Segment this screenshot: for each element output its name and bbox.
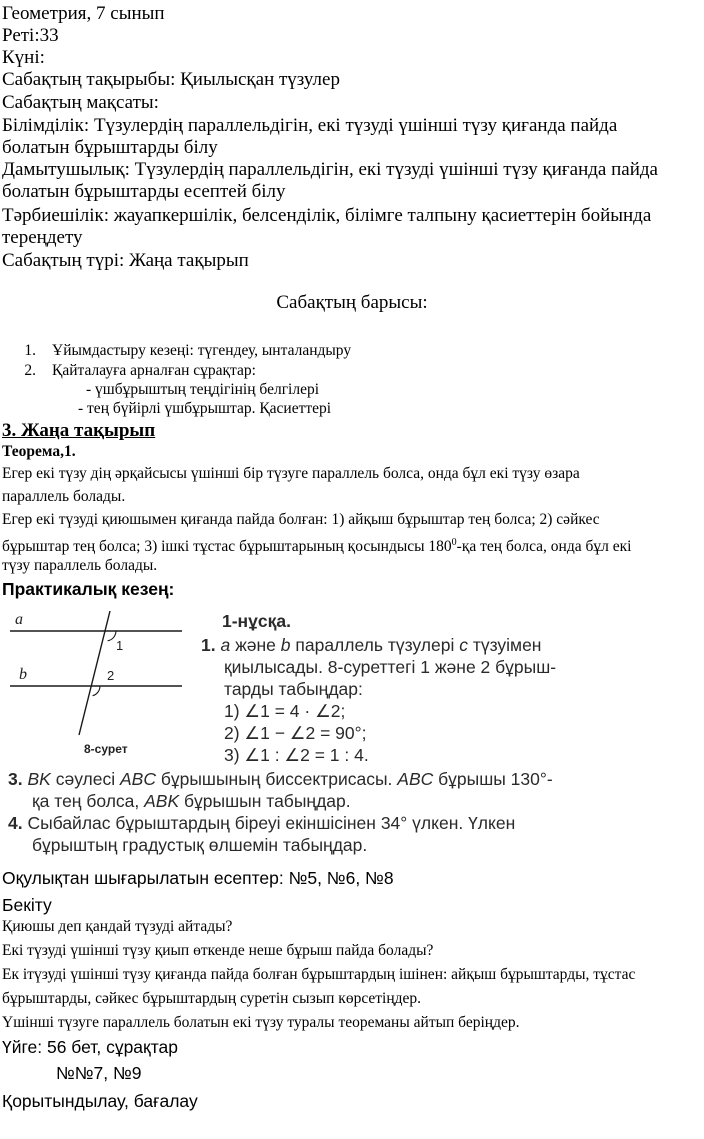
task-1-line-1 <box>201 634 541 656</box>
subject-line: Геометрия, 7 сынып <box>2 3 165 24</box>
progress-item-2-num: 2. <box>24 362 36 379</box>
consolidation-question-2: Екі түзуді үшінші түзу қиып өткенде неше бұрыш пайда болады? <box>2 942 434 959</box>
task-1-line-3: тарды табыңдар: <box>224 679 363 699</box>
label-b: b <box>19 666 27 683</box>
lesson-date: Күні: <box>2 47 45 68</box>
consolidation-question-1: Қиюшы деп қандай түзуді айтады? <box>2 918 233 935</box>
task-1-text-1: және <box>230 635 281 655</box>
consolidation-question-3-line1: Ек ітүзуді үшінші түзу қиғанда пайда болған бұрыштардың ішінен: айқыш бұрыштарды, тұстас <box>2 966 636 983</box>
task-4-text-1: Сыбайлас бұрыштардың біреуі екіншісінен 34° үлкен. Үлкен <box>27 813 516 833</box>
task-3-var-abc-2: ABC <box>397 769 434 789</box>
theorem-line-4-end: -қа тең болса, онда бұл екі <box>456 538 632 556</box>
lesson-type: Сабақтың түрі: Жаңа тақырып <box>2 250 249 271</box>
practice-heading: Практикалық кезең: <box>2 579 175 599</box>
goal-developmental-line1: Дамытушылық: Түзулердің параллельдігін, екі түзуді үшінші түзу қиғанда пайда <box>2 159 658 180</box>
progress-item-1-num: 1. <box>24 342 36 359</box>
task-3-line-2 <box>32 790 351 812</box>
progress-title: Сабақтың барысы: <box>276 292 428 313</box>
task-1-sub-2: 2) ∠1 − ∠2 = 90°; <box>224 723 367 743</box>
new-topic-heading: 3. Жаңа тақырып <box>2 420 156 441</box>
task-3-text-3: бұрышы 130°- <box>433 769 553 789</box>
figure-parallel-lines <box>6 607 192 757</box>
task-3-var-abc: ABC <box>120 769 156 789</box>
theorem-title: Теорема,1. <box>2 443 76 460</box>
theorem-line-2: параллель болады. <box>2 488 126 505</box>
goals-title: Сабақтың мақсаты: <box>2 92 159 113</box>
consolidation-title: Бекіту <box>2 895 52 915</box>
goal-educational-line1: Білімділік: Түзулердің параллельдігін, екі түзуді үшінші түзу қиғанда пайда <box>2 115 618 136</box>
task-1-var-a: a <box>220 635 231 655</box>
summary: Қорытындылау, бағалау <box>2 1091 198 1111</box>
theorem-line-1: Егер екі түзу дің әрқайсысы үшінші бір түзуге параллель болса, онда бұл екі түзу өзара <box>2 465 580 482</box>
task-3-var-abk: ABK <box>144 791 180 811</box>
task-3-text-2: бұрышының биссектрисасы. <box>155 769 398 789</box>
lesson-number: Реті:33 <box>2 25 59 46</box>
task-1-var-c: c <box>459 635 468 655</box>
task-3-text-1: сәулесі <box>50 769 120 789</box>
task-1-sub-3: 3) ∠1 : ∠2 = 1 : 4. <box>224 745 369 765</box>
task-4-number: 4. <box>8 813 23 833</box>
task-3-var-bk: BK <box>27 769 51 789</box>
consolidation-question-3-line2: бұрыштарды, сәйкес бұрыштардың суретін сызып көрсетіңдер. <box>2 990 422 1007</box>
task-3-line-1 <box>8 768 553 790</box>
task-3-text-5: бұрышын табыңдар. <box>179 791 351 811</box>
label-a: a <box>15 611 23 628</box>
lesson-topic: Сабақтың тақырыбы: Қиылысқан түзулер <box>2 69 340 90</box>
task-1-var-b: b <box>280 635 291 655</box>
task-1-number: 1. <box>201 635 216 655</box>
task-4-line-2: бұрыштың градустық өлшемін табыңдар. <box>32 835 368 855</box>
task-1-text-3: түзуімен <box>467 635 542 655</box>
theorem-line-3: Егер екі түзуді қиюшымен қиғанда пайда болған: 1) айқыш бұрыштар тең болса; 2) сәйкес <box>2 511 600 528</box>
figure-caption: 8-сурет <box>84 742 128 756</box>
label-angle-2: 2 <box>107 668 115 683</box>
homework-line-1: Үйге: 56 бет, сұрақтар <box>2 1037 178 1057</box>
goal-moral-line2: тереңдету <box>2 227 83 248</box>
homework-line-2: №№7, №9 <box>56 1063 142 1083</box>
progress-sub-item-2: - тең бүйірлі үшбұрыштар. Қасиеттері <box>78 400 332 417</box>
goal-moral-line1: Тәрбиешілік: жауапкершілік, белсенділік, білімге талпыну қасиеттерін бойында <box>2 205 652 226</box>
transversal-c <box>79 611 110 735</box>
task-1-line-2: қиылысады. 8-суреттегі 1 және 2 бұрыш- <box>224 657 557 677</box>
theorem-line-5: түзу параллель болады. <box>2 557 158 574</box>
goal-educational-line2: болатын бұрыштарды білу <box>2 137 218 158</box>
progress-sub-item-1: - үшбұрыштың теңдігінің белгілері <box>86 381 320 398</box>
theorem-line-4-start: бұрыштар тең болса; 3) ішкі тұстас бұрыштарының қосындысы 180 <box>2 538 452 556</box>
degree-superscript: 0 <box>451 537 457 548</box>
textbook-exercises: Оқулықтан шығарылатын есептер: №5, №6, №8 <box>2 868 394 888</box>
task-3-text-4: қа тең болса, <box>32 791 145 811</box>
consolidation-question-4: Үшінші түзуге параллель болатын екі түзу туралы теореманы айтып беріңдер. <box>2 1014 520 1031</box>
progress-item-1-text: Ұйымдастыру кезеңі: түгендеу, ынталандыру <box>52 342 352 359</box>
goal-developmental-line2: болатын бұрыштарды есептей білу <box>2 181 286 202</box>
task-1-text-2: параллель түзулері <box>290 635 460 655</box>
task-3-number: 3. <box>8 769 23 789</box>
angle-1-arc <box>108 631 116 641</box>
task-4-line-1 <box>8 812 515 834</box>
label-angle-1: 1 <box>116 638 124 653</box>
angle-2-arc <box>93 686 100 696</box>
task-1-sub-1: 1) ∠1 = 4 · ∠2; <box>224 701 346 721</box>
progress-item-2-text: Қайталауға арналған сұрақтар: <box>52 362 256 379</box>
variant-label: 1-нұсқа. <box>222 611 291 631</box>
